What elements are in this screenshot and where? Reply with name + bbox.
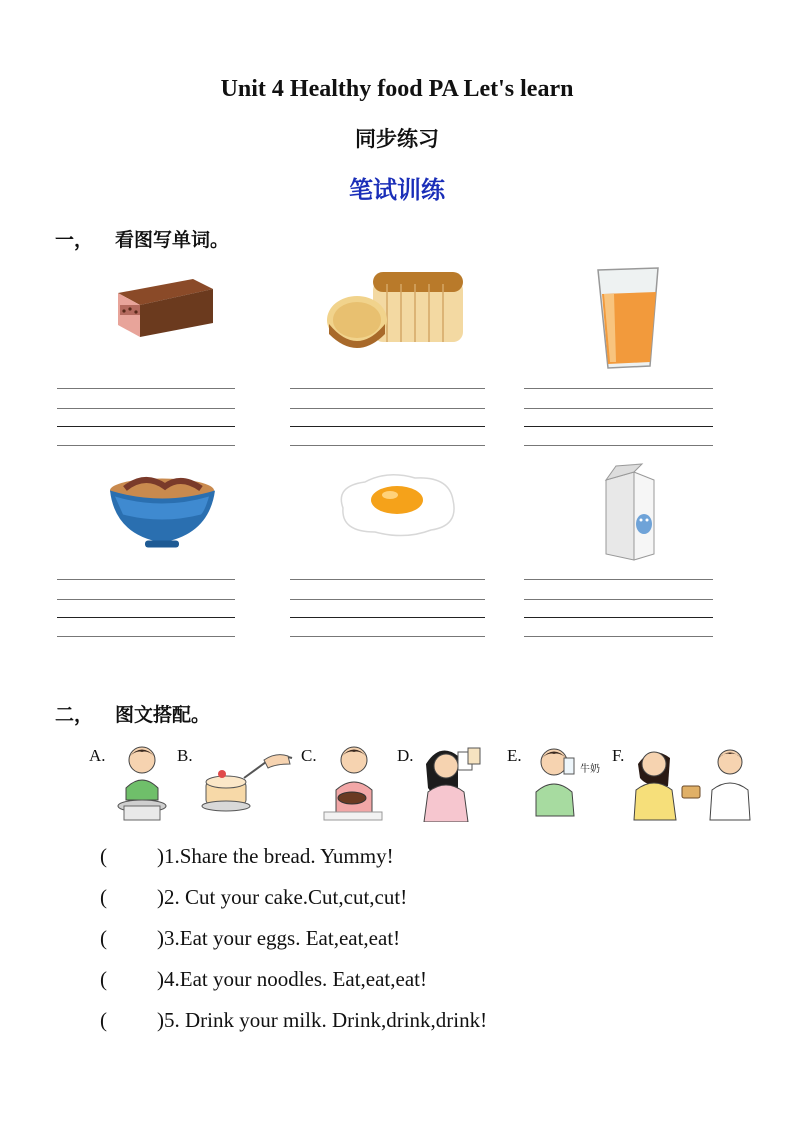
- boy-eating-eggs-icon: [322, 742, 384, 822]
- writing-lines[interactable]: [290, 579, 485, 639]
- section2-title: [55, 700, 210, 727]
- writing-lines[interactable]: [524, 388, 713, 448]
- match-question-1[interactable]: [100, 844, 394, 869]
- kids-sharing-bread-icon: [630, 742, 756, 822]
- answer-blank[interactable]: (: [100, 967, 107, 991]
- boy-eating-noodles-icon: [112, 742, 172, 822]
- section1-number: 一，: [55, 229, 94, 251]
- scene-letter-b: B.: [177, 746, 193, 765]
- scene-letter-c: C.: [301, 746, 317, 765]
- page-subtitle: 同步练习: [355, 127, 439, 151]
- question-text: )2. Cut your cake.Cut,cut,cut!: [157, 885, 408, 909]
- answer-blank[interactable]: (: [100, 844, 107, 868]
- writing-lines[interactable]: [524, 579, 713, 639]
- milk-carton-icon: [598, 462, 660, 562]
- section-heading: 笔试训练: [349, 176, 445, 204]
- egg-icon: [335, 470, 460, 540]
- boy-drinking-icon: [528, 742, 603, 822]
- scene-letter-a: A.: [89, 746, 106, 765]
- bread-icon: [325, 262, 470, 372]
- writing-lines[interactable]: [57, 388, 235, 448]
- match-question-4[interactable]: [100, 967, 427, 992]
- page-title: Unit 4 Healthy food PA Let's learn: [220, 76, 574, 102]
- question-text: )1.Share the bread. Yummy!: [157, 844, 394, 868]
- noodles-icon: [105, 455, 220, 565]
- writing-lines[interactable]: [57, 579, 235, 639]
- scene-letter-f: F.: [612, 746, 625, 765]
- cutting-cake-icon: [196, 742, 296, 822]
- girl-drinking-milk-icon: [418, 742, 493, 822]
- question-text: )3.Eat your eggs. Eat,eat,eat!: [157, 926, 401, 950]
- section1-label: 看图写单词。: [115, 229, 230, 251]
- cake-slice-icon: [108, 265, 238, 375]
- milk-caption: 牛奶: [580, 764, 600, 775]
- match-question-5[interactable]: [100, 1008, 487, 1033]
- question-text: )4.Eat your noodles. Eat,eat,eat!: [157, 967, 427, 991]
- juice-icon: [580, 262, 670, 372]
- match-question-3[interactable]: [100, 926, 400, 951]
- section2-label: 图文搭配。: [115, 704, 211, 726]
- answer-blank[interactable]: (: [100, 926, 107, 950]
- answer-blank[interactable]: (: [100, 1008, 107, 1032]
- writing-lines[interactable]: [290, 388, 485, 448]
- match-question-2[interactable]: [100, 885, 407, 910]
- question-text: )5. Drink your milk. Drink,drink,drink!: [157, 1008, 488, 1032]
- scene-letter-d: D.: [397, 746, 414, 765]
- answer-blank[interactable]: (: [100, 885, 107, 909]
- scene-letter-e: E.: [507, 746, 522, 765]
- section2-number: 二，: [55, 704, 94, 726]
- section1-title: [55, 225, 229, 252]
